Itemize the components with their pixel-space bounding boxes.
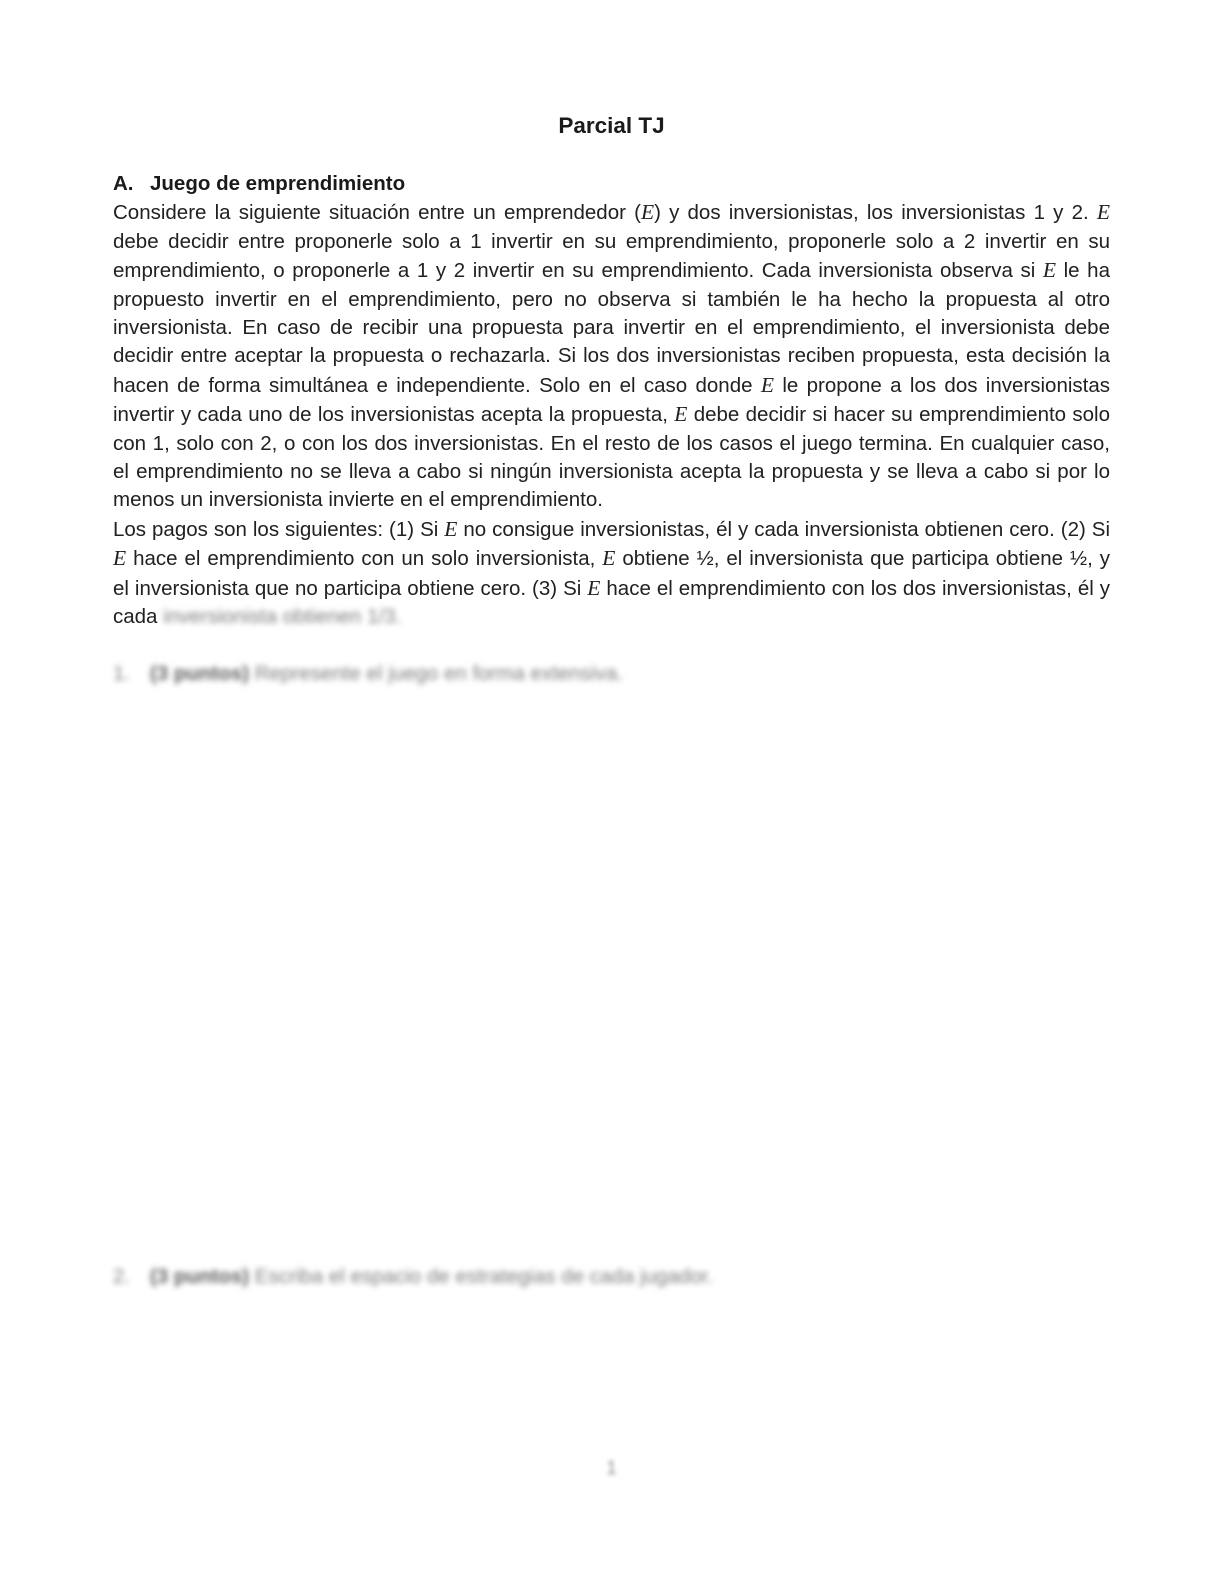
text-run: le ha propuesto invertir en el emprendimiento, pero no observa si también le ha hecho la propuesta al otro inversionista. En caso de recibir una propuesta para invertir en el emprendimiento, el inversionista debe decidir entre aceptar la propuesta o rechazarla. Si los dos inversionistas reciben propuesta, esta decisión la hacen de forma simultánea e independiente. Solo en el caso donde [113, 259, 1110, 397]
text-run: Considere la siguiente situación entre un emprendedor ( [113, 201, 641, 225]
page-number: 1 [606, 1458, 617, 1479]
math-symbol-E: E [760, 372, 774, 397]
math-symbol-E: E [674, 402, 688, 427]
question-text: Represente el juego en forma extensiva. [254, 662, 623, 685]
math-symbol-E: E [1042, 258, 1057, 283]
math-symbol-E: E [1096, 200, 1111, 225]
paragraph-game-description [113, 198, 1110, 514]
question-1-redacted [113, 660, 1110, 688]
text-run: obtiene ½, el inversionista que participa obtiene ½, y el inversionista que no participa obtiene cero. (3) Si [113, 547, 1110, 600]
text-run: Los pagos son los siguientes: (1) Si [113, 517, 445, 541]
math-symbol-E: E [587, 575, 601, 600]
text-run: no consigue inversionistas, él y cada inversionista obtienen cero. (2) Si [457, 517, 1111, 541]
question-number: 2. [113, 1265, 131, 1288]
math-symbol-E: E [113, 546, 127, 571]
text-run: debe decidir entre proponerle solo a 1 invertir en su emprendimiento, proponerle solo a 2 invertir en su emprendimiento, o proponerle a 1 y 2 invertir en su emprendimiento. Cada inversionista observa si [113, 229, 1110, 283]
question-points: (3 puntos) [150, 1265, 250, 1288]
document-body [113, 170, 1110, 632]
question-number: 1. [113, 662, 131, 685]
math-symbol-E: E [444, 516, 458, 541]
math-symbol-E: E [640, 200, 655, 225]
question-2-redacted [113, 1263, 1110, 1291]
text-run: hace el emprendimiento con un solo inversionista, [126, 547, 603, 571]
text-run: ) y dos inversionistas, los inversionistas 1 y 2. [654, 201, 1097, 225]
paragraph-payoffs [113, 515, 1110, 632]
section-heading [113, 170, 1110, 198]
text-run: le propone a los dos inversionistas invertir y cada uno de los inversionistas acepta la propuesta, [113, 373, 1111, 427]
text-run: debe decidir si hacer su emprendimiento solo con 1, solo con 2, o con los dos inversionistas. En el resto de los casos el juego termina. En cualquier caso, el emprendimiento no se lleva a cabo si ningún inversionista acepta la propuesta y se lleva a cabo si por lo menos un inversionista invierte en el emprendimiento. [113, 403, 1110, 512]
question-text: Escriba el espacio de estrategias de cada jugador. [254, 1265, 713, 1288]
section-title: Juego de emprendimiento [150, 172, 406, 195]
section-label: A. [113, 172, 134, 195]
redacted-text-payoff-tail: inversionista obtienen 1/3. [163, 605, 402, 629]
document-title: Parcial TJ [558, 113, 665, 138]
text-run: hace el emprendimiento con los dos inversionistas, él y cada [113, 576, 1110, 629]
question-points: (3 puntos) [150, 662, 250, 685]
math-symbol-E: E [602, 546, 616, 571]
